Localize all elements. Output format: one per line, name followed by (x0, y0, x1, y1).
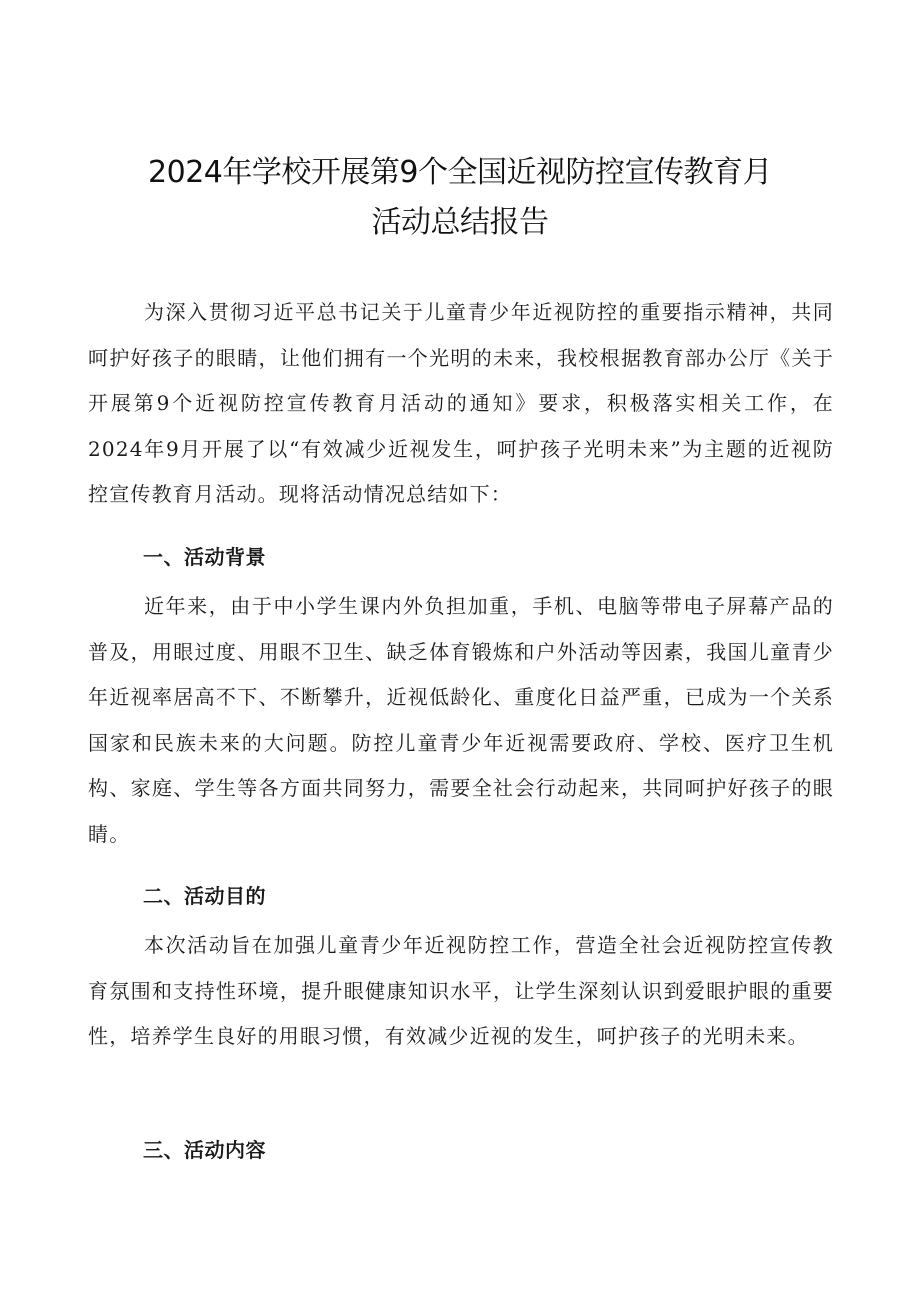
section-paragraph-background: 近年来，由于中小学生课内外负担加重，手机、电脑等带电子屏幕产品的普及，用眼过度、用眼不卫生、缺乏体育锻炼和户外活动等因素，我国儿童青少年近视率居高不下、不断攀升，近视低龄化、重度化日益严重，已成为一个关系国家和民族未来的大问题。防控儿童青少年近视需要政府、学校、医疗卫生机构、家庭、学生等各方面共同努力，需要全社会行动起来，共同呵护好孩子的眼睛。 (88, 594, 834, 846)
title-line-1: 2024年学校开展第9个全国近视防控宣传教育月 (148, 155, 772, 190)
section-heading-content: 三、活动内容 (143, 1138, 266, 1162)
section-heading-background: 一、活动背景 (143, 545, 266, 569)
section-paragraph-purpose: 本次活动旨在加强儿童青少年近视防控工作，营造全社会近视防控宣传教育氛围和支持性环境，提升眼健康知识水平，让学生深刻认识到爱眼护眼的重要性，培养学生良好的用眼习惯，有效减少近视的发生，呵护孩子的光明未来。 (88, 933, 834, 1048)
title-line-2: 活动总结报告 (371, 205, 549, 240)
document-title (90, 148, 830, 248)
section-heading-purpose: 二、活动目的 (143, 884, 266, 908)
intro-paragraph: 为深入贯彻习近平总书记关于儿童青少年近视防控的重要指示精神，共同呵护好孩子的眼睛，让他们拥有一个光明的未来，我校根据教育部办公厅《关于开展第9个近视防控宣传教育月活动的通知》要求，积极落实相关工作，在2024年9月开展了以“有效减少近视发生，呵护孩子光明未来”为主题的近视防控宣传教育月活动。现将活动情况总结如下： (88, 300, 834, 506)
